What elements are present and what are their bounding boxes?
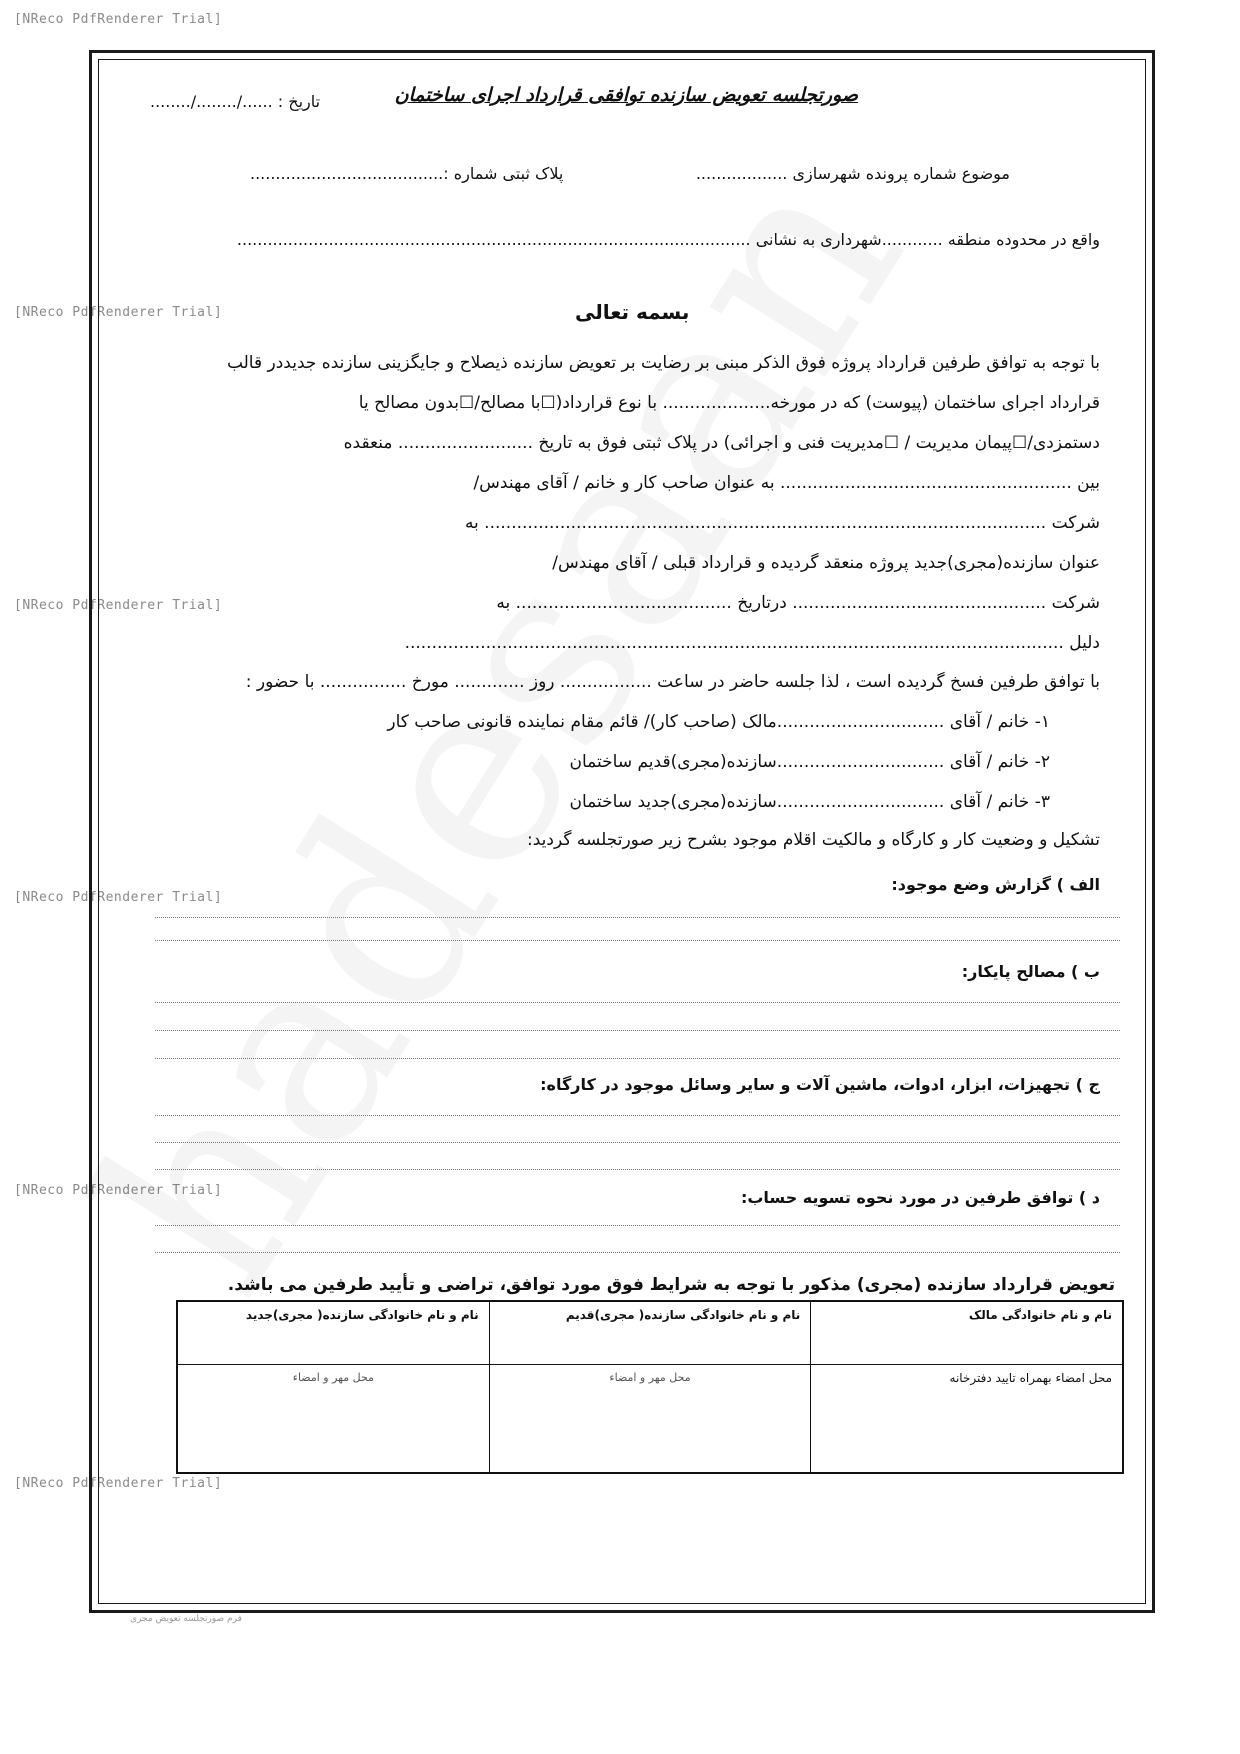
document-title: صورتجلسه تعویض سازنده توافقی قرارداد اجرای ساختمان bbox=[394, 84, 858, 106]
form-footer: فرم صورتجلسه تعویض مجری bbox=[130, 1614, 242, 1624]
section-b-line[interactable] bbox=[155, 1058, 1120, 1059]
date-field[interactable]: تاریخ : ....../......../........ bbox=[150, 92, 321, 111]
section-b-line[interactable] bbox=[155, 1030, 1120, 1031]
section-d-line[interactable] bbox=[155, 1252, 1120, 1253]
body-line: شرکت ............................................... درتاریخ ........................................ به bbox=[496, 593, 1100, 613]
attendee-new-builder[interactable]: ۳- خانم / آقای ...............................سازنده(مجری)جدید ساختمان bbox=[569, 792, 1050, 812]
section-c-line[interactable] bbox=[155, 1142, 1120, 1143]
trial-watermark-text: [NReco PdfRenderer Trial] bbox=[14, 1476, 223, 1491]
old-builder-signature-cell[interactable]: محل مهر و امضاء bbox=[489, 1365, 811, 1474]
attendee-old-builder[interactable]: ۲- خانم / آقای ...............................سازنده(مجری)قدیم ساختمان bbox=[569, 752, 1050, 772]
trial-watermark-text: [NReco PdfRenderer Trial] bbox=[14, 890, 223, 905]
new-builder-signature-cell[interactable]: محل مهر و امضاء bbox=[177, 1365, 489, 1474]
body-line: با توافق طرفین فسخ گردیده است ، لذا جلسه حاضر در ساعت ................. روز ............. مورخ ................ با حضور : bbox=[245, 672, 1100, 692]
owner-signature-cell[interactable]: محل امضاء بهمراه تایید دفترخانه bbox=[811, 1365, 1123, 1474]
section-d-heading: د ) توافق طرفین در مورد نحوه تسویه حساب: bbox=[740, 1188, 1100, 1207]
new-builder-name-cell[interactable]: نام و نام خانوادگی سازنده( مجری)جدید bbox=[177, 1301, 489, 1365]
body-line: دستمزدی/☐پیمان مدیریت / ☐مدیریت فنی و اجرائی) در پلاک ثبتی فوق به تاریخ ......................... منعقده bbox=[343, 433, 1100, 453]
trial-watermark-text: [NReco PdfRenderer Trial] bbox=[14, 305, 223, 320]
section-c-line[interactable] bbox=[155, 1115, 1120, 1116]
section-b-heading: ب ) مصالح پایکار: bbox=[961, 962, 1100, 981]
section-a-heading: الف ) گزارش وضع موجود: bbox=[891, 875, 1100, 894]
section-d-line[interactable] bbox=[155, 1225, 1120, 1226]
old-builder-name-cell[interactable]: نام و نام خانوادگی سازنده( مجری)قدیم bbox=[489, 1301, 811, 1365]
trial-watermark-text: [NReco PdfRenderer Trial] bbox=[14, 12, 223, 27]
body-line: دلیل .......................................................................................................................... bbox=[404, 633, 1100, 653]
attendee-owner[interactable]: ۱- خانم / آقای ...............................مالک (صاحب کار)/ قائم مقام نماینده قانونی صاحب کار bbox=[387, 712, 1050, 732]
body-line: با توجه به توافق طرفین قرارداد پروژه فوق الذکر مبنی بر رضایت بر تعویض سازنده ذیصلاح و جایگزینی سازنده جدیددر قالب bbox=[226, 353, 1100, 373]
trial-watermark-text: [NReco PdfRenderer Trial] bbox=[14, 598, 223, 613]
status-intro: تشکیل و وضعیت کار و کارگاه و مالکیت اقلام موجود بشرح زیر صورتجلسه گردید: bbox=[527, 830, 1100, 850]
location-field[interactable]: واقع در محدوده منطقه ............شهرداری به نشانی ..................................................................................................... bbox=[236, 230, 1100, 249]
signature-table bbox=[176, 1300, 1124, 1474]
body-line: شرکت ........................................................................................................ به bbox=[464, 513, 1100, 533]
closing-statement: تعویض قرارداد سازنده (مجری) مذکور با توجه به شرایط فوق مورد توافق، تراضی و تأیید طرفین می باشد. bbox=[227, 1275, 1115, 1295]
subject-field[interactable]: موضوع شماره پرونده شهرسازی .................. bbox=[695, 164, 1010, 183]
body-line: عنوان سازنده(مجری)جدید پروژه منعقد گردیده و قرارداد قبلی / آقای مهندس/ bbox=[552, 553, 1100, 573]
plate-number-field[interactable]: پلاک ثبتی شماره :...................................... bbox=[250, 164, 564, 183]
body-line: بین ...................................................... به عنوان صاحب کار و خانم / آقای مهندس/ bbox=[473, 473, 1100, 493]
body-line: قرارداد اجرای ساختمان (پیوست) که در مورخه.................... با نوع قرارداد(☐با مصالح/☐بدون مصالح یا bbox=[358, 393, 1100, 413]
section-a-line[interactable] bbox=[155, 940, 1120, 941]
trial-watermark-text: [NReco PdfRenderer Trial] bbox=[14, 1183, 223, 1198]
section-c-heading: ج ) تجهیزات، ابزار، ادوات، ماشین آلات و سایر وسائل موجود در کارگاه: bbox=[540, 1075, 1100, 1094]
section-a-line[interactable] bbox=[155, 917, 1120, 918]
section-c-line[interactable] bbox=[155, 1169, 1120, 1170]
bismillah-heading: بسمه تعالی bbox=[575, 300, 690, 324]
section-b-line[interactable] bbox=[155, 1002, 1120, 1003]
owner-name-cell[interactable]: نام و نام خانوادگی مالک bbox=[811, 1301, 1123, 1365]
